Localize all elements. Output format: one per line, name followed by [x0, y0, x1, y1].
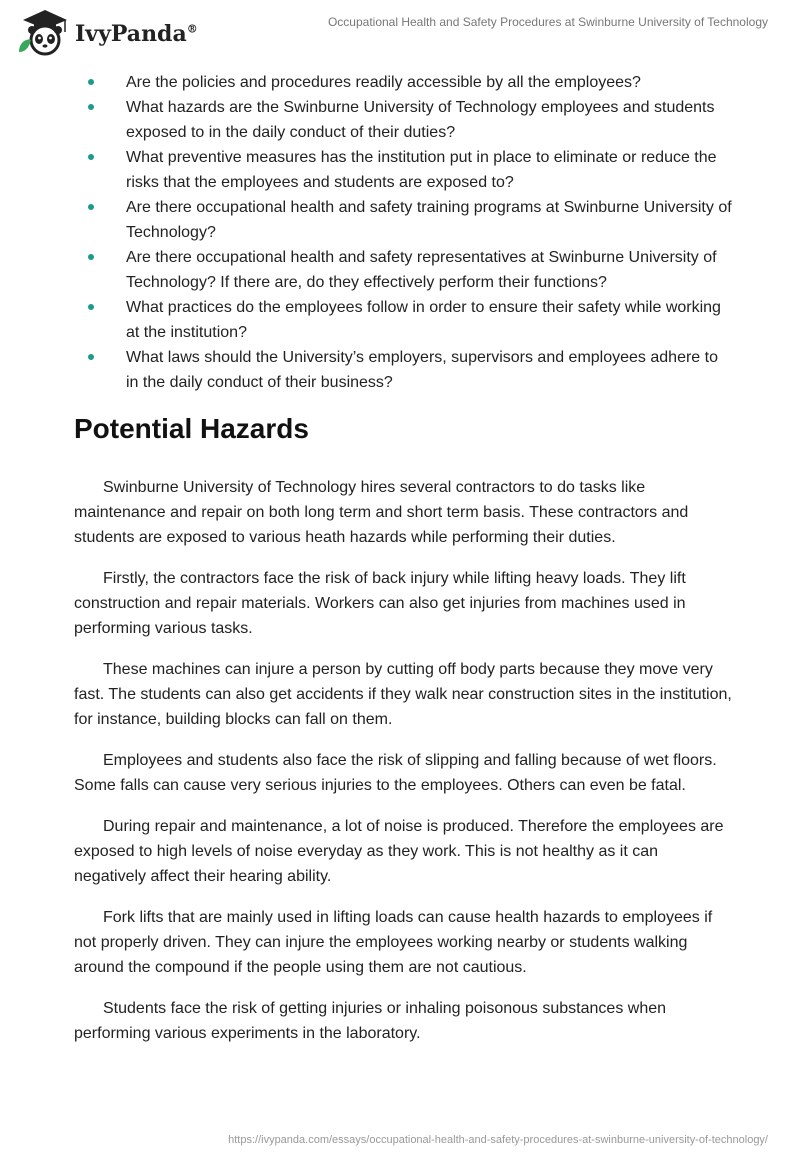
- section-body: [74, 475, 734, 1062]
- bullet-dot-icon: [88, 79, 94, 85]
- page-header: [0, 0, 800, 62]
- bullet-dot-icon: [88, 104, 94, 110]
- brand-name: [75, 21, 198, 47]
- panda-graduate-logo-icon: [15, 6, 71, 58]
- list-item: [74, 70, 734, 95]
- paragraph: Swinburne University of Technology hires several contractors to do tasks like maintenance and repair on both long term and short term basis. These contractors and students are exposed to various heath hazards while performing their duties.: [74, 479, 689, 546]
- footer-url-link[interactable]: https://ivypanda.com/essays/occupational-health-and-safety-procedures-at-swinburne-university-of-technology/: [228, 1134, 768, 1146]
- registered-mark: ®: [186, 22, 198, 36]
- question-list: [74, 70, 734, 395]
- list-item: [74, 295, 734, 345]
- list-item-text: Are the policies and procedures readily accessible by all the employees?: [126, 74, 641, 91]
- bullet-dot-icon: [88, 254, 94, 260]
- brand-text: IvyPanda: [75, 21, 187, 47]
- paragraph: Firstly, the contractors face the risk of back injury while lifting heavy loads. They lift construction and repair materials. Workers can also get injuries from machines used in performing various tasks.: [74, 570, 686, 637]
- section-heading: Potential Hazards: [74, 413, 309, 444]
- list-item-text: What hazards are the Swinburne University of Technology employees and students exposed to in the daily conduct of their duties?: [126, 99, 715, 141]
- list-item-text: Are there occupational health and safety training programs at Swinburne University of Technology?: [126, 199, 732, 241]
- document-title: Occupational Health and Safety Procedures at Swinburne University of Technology: [327, 15, 768, 29]
- bullet-dot-icon: [88, 204, 94, 210]
- paragraph: Employees and students also face the risk of slipping and falling because of wet floors. Some falls can cause very serious injuries to the employees. Others can even be fatal.: [74, 752, 717, 794]
- list-item-text: What practices do the employees follow in order to ensure their safety while working at the institution?: [126, 299, 721, 341]
- list-item: [74, 95, 734, 145]
- list-item: [74, 245, 734, 295]
- list-item-text: Are there occupational health and safety representatives at Swinburne University of Technology? If there are, do they effectively perform their functions?: [126, 249, 717, 291]
- list-item: [74, 145, 734, 195]
- list-item: [74, 195, 734, 245]
- paragraph: Fork lifts that are mainly used in lifting loads can cause health hazards to employees if not properly driven. They can injure the employees working nearby or students walking around the compound if the people using them are not cautious.: [74, 909, 713, 976]
- list-item-text: What laws should the University’s employers, supervisors and employees adhere to in the daily conduct of their business?: [126, 349, 718, 391]
- list-item-text: What preventive measures has the institution put in place to eliminate or reduce the risks that the employees and students are exposed to?: [126, 149, 717, 191]
- paragraph: Students face the risk of getting injuries or inhaling poisonous substances when performing various experiments in the laboratory.: [74, 1000, 667, 1042]
- bullet-dot-icon: [88, 304, 94, 310]
- paragraph: These machines can injure a person by cutting off body parts because they move very fast. The students can also get accidents if they walk near construction sites in the institution, for instance, building blocks can fall on them.: [74, 661, 732, 728]
- bullet-dot-icon: [88, 354, 94, 360]
- ivypanda-logo[interactable]: [15, 6, 198, 58]
- list-item: [74, 345, 734, 395]
- bullet-dot-icon: [88, 154, 94, 160]
- paragraph: During repair and maintenance, a lot of noise is produced. Therefore the employees are exposed to high levels of noise everyday as they work. This is not healthy as it can negatively affect their hearing ability.: [74, 818, 724, 885]
